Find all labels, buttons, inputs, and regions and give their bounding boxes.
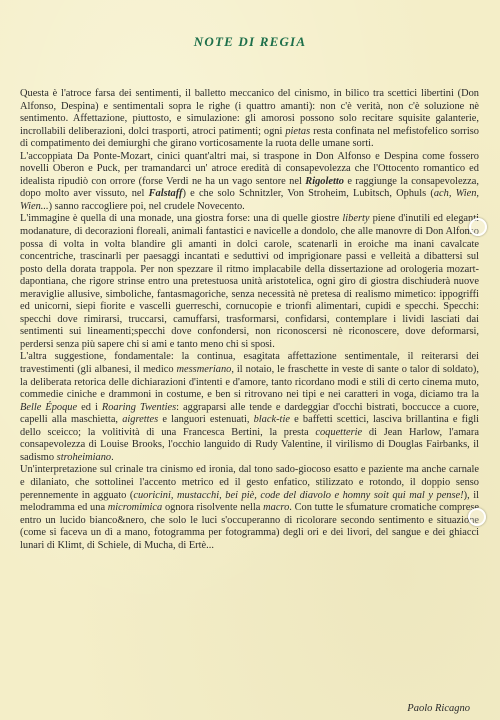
emphasis: messmeriano [176, 364, 232, 376]
paragraph-4: L'altra suggestione, fondamentale: la continua, esagitata affettazione sentimentale, il reiterarsi dei travestimenti (gli albanesi, il medico messmeriano, il notaio, le fraschette in veste di sante o talor di soldato), la deliberata retorica delle dichiarazioni d'intenti e d'amore, tanto ricordano modi e stili di certo cinema muto, commedie ciniche e drammoni in costume, e ben si ritrovano nei tipi e nei caratteri in voga, diciamo tra la Belle Époque ed i Roaring Twenties: aggraparsi alle tende e dardeggiar d'occhi bistrati, boccucce a cuore, capelli alla maschietta, aigrettes e languori estenuati, black-tie e baffetti scettici, lasciva brillantina e figli dello sceicco; la volitività di una Francesca Bertini, la presta coquetterie di Jean Harlow, l'amara consapevolezza di Louise Brooks, l'occhio languido di Rudy Valentine, il virilismo di Douglas Fairbanks, il sadismo stroheimiano. [20, 351, 479, 463]
emphasis: Belle Époque [20, 401, 78, 413]
paragraph-2: L'accoppiata Da Ponte-Mozart, cinici quant'altri mai, si traspone in Don Alfonso e Despina come fossero novelli Oberon e Puck, per tramandarci un' atroce eredità di consapevolezza che l'Ottocento romantico ed idealista ripudiò con orrore (forse Verdi ne ha un vago sentore nel Rigoletto e raggiunge la consapevolezza, dopo molto aver vissuto, nel Falstaff) e che solo Schnitzler, Von Stroheim, Lubitsch, Ophuls (ach, Wien, Wien...) sanno raccogliere poi, nel crudele Novecento. [20, 150, 479, 212]
emphasis: aigrettes [122, 414, 159, 426]
emphasis: micromimica [107, 502, 163, 514]
binder-hole-icon [469, 218, 487, 236]
paragraph-1: Questa è l'atroce farsa dei sentimenti, il balletto meccanico del cinismo, in bilico tra scettici libertini (Don Alfonso, Despina) e sentimentali sopra le righe (i quattro amanti): non c'è verità, non c'è soluzione nè sentimento. Affettazione, piuttosto, e simulazione: gli amorosi possono solo recitare squisite galanterie, incrollabili deliberazioni, dolci trasporti, atroci patimenti; ogni pietas resta confinata nel mefistofelico sorriso di compatimento dei demiurghi che girano vorticosamente la ruota delle umane sorti. [20, 88, 479, 150]
paragraph-3: L'immagine è quella di una monade, una giostra forse: una di quelle giostre liberty piene d'inutili ed eleganti modanature, di decorazioni floreali, animali fantastici e navicelle a dondolo, che alle manovre di Don Alfonso possa di volta in volta blandire gli amanti in dolci carole, scatenarli in eroiche ma inani cavalcate concentriche, trascinarli per paesaggi incantati e seduttivi od imprigionare passi e velleità a dibattersi sul posto della dorata trappola. Per non spezzare il ritmo implacabile della dissertazione ad orologeria mozart-dapontiana, che rigore strinse entro una pretestuosa unità aristotelica, ogni giro di giostra dischiuderà nuove meraviglie allusive, simboliche, fantasmagoriche, senza necessità nè pretesa di realismo mimetico: ippogriffi ed unicorni, siepi fiorite e vascelli guerreschi, cornucopie e trionfi alimentari, cupidi e specchi. Specchi: specchi dove rimirarsi, truccarsi, camuffarsi, trasformarsi, confidarsi, contemplare i lividi lasciati dai sentimenti sui lineamenti;specchi dove confondersi, non riconoscersi nè riconoscere, dove deformarsi, perdersi senza più sapere chi si ami e tanto meno chi si sposi. [20, 213, 479, 350]
emphasis: stroheimiano [56, 451, 112, 463]
emphasis: coquetterie [315, 426, 363, 438]
emphasis: cuoricini, mustacchi, bei piè, code del diavolo e homny soit qui mal y pense! [133, 489, 464, 501]
article-body [20, 88, 479, 552]
opera-title: Falstaff [148, 188, 183, 200]
emphasis: ach, Wien, Wien... [20, 188, 479, 212]
emphasis: Roaring Twenties [101, 401, 177, 413]
emphasis: black-tie [253, 414, 290, 426]
page-title: NOTE DI REGIA [193, 34, 307, 49]
binder-hole-icon [468, 508, 486, 526]
opera-title: Rigoletto [305, 175, 344, 187]
emphasis: macro [263, 502, 290, 514]
paragraph-5: Un'interpretazione sul crinale tra cinismo ed ironia, dal tono sado-giocoso esatto e paziente ma anche carnale e dilaniato, che sottolinei l'accento metrico ed il gesto enfatico, stilizzato e rotondo, il doppio senso perennemente in agguato (cuoricini, mustacchi, bei piè, code del diavolo e homny soit qui mal y pense!), il melodramma ed una micromimica ognora risolvente nella macro. Con tutte le sfumature cromatiche comprese entro un lucido bianco&nero, che solo le luci s'occuperanno di ricolorare secondo sentimento e situazione (come si faceva un dì a mano, fotogramma per fotogramma) degli ori e dei livori, del sangue e dei ghiacci lunari di Klimt, di Schiele, di Mucha, di Ertè... [20, 464, 479, 551]
emphasis: liberty [342, 213, 370, 225]
emphasis: pietas [285, 125, 311, 137]
author-signature: Paolo Ricagno [407, 703, 470, 714]
